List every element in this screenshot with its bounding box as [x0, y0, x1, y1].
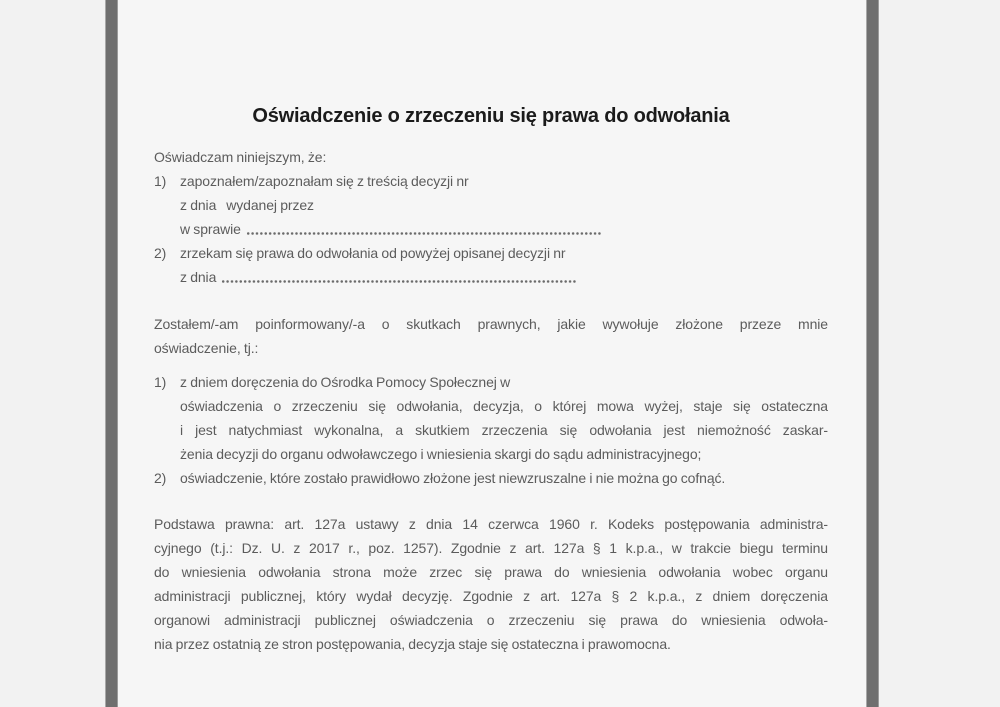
paragraph-line: nia przez ostatnią ze stron postępowania, decyzja staje się ostateczna i prawomocna. — [154, 636, 671, 652]
item-number: 1) — [154, 374, 167, 390]
paragraph-line: żenia decyzji do organu odwoławczego i wniesienia skargi do sądu administracyjnego; — [180, 446, 702, 462]
line-text: z dnia — [180, 269, 217, 285]
line-text: zapoznałem/zapoznałam się z treścią decyzji nr — [180, 173, 469, 189]
line-text: w sprawie — [180, 221, 241, 237]
paragraph-line: cyjnego (t.j.: Dz. U. z 2017 r., poz. 1257). Zgodnie z art. 127a § 1 k.p.a., w trakcie biegu terminu — [154, 540, 828, 556]
left-rail — [105, 0, 118, 707]
intro-paragraph: Oświadczam niniejszym, że: — [154, 149, 327, 165]
paragraph-line: Zostałem/-am poinformowany/-a o skutkach prawnych, jakie wywołuje złożone przeze mnie — [154, 316, 828, 332]
declaration-list — [154, 169, 828, 289]
line-text: z dniem doręczenia do Ośrodka Pomocy Społecznej w — [180, 374, 511, 390]
page-title: Oświadczenie o zrzeczeniu się prawa do odwołania — [252, 105, 730, 127]
list-item — [154, 466, 828, 490]
paragraph-line — [180, 169, 828, 193]
paragraph-line: administracji publicznej, który wydał decyzję. Zgodnie z art. 127a § 2 k.p.a., z dniem doręczenia — [154, 588, 828, 604]
paragraph-line — [180, 370, 828, 394]
paragraph-line: oświadczenie, które zostało prawidłowo złożone jest niewzruszalne i nie można go cofnąć. — [180, 470, 726, 486]
paragraph-line: do wniesienia odwołania strona może zrzec się prawa do wniesienia odwołania wobec organu — [154, 564, 828, 580]
paragraph-line: i jest natychmiast wykonalna, a skutkiem zrzeczenia się odwołania jest niemożność zaskar- — [180, 422, 828, 438]
list-item — [154, 370, 828, 466]
paragraph-line: oświadczenia o zrzeczeniu się odwołania, decyzja, o której mowa wyżej, staje się ostateczna — [180, 398, 828, 414]
paragraph-line — [180, 241, 828, 265]
line-text: wydanej przez — [226, 197, 314, 213]
item-number: 2) — [154, 470, 167, 486]
list-item — [154, 241, 828, 289]
paragraph-line: organowi administracji publicznej oświadczenia o zrzeczeniu się prawa do wniesienia odwoła- — [154, 612, 828, 628]
paragraph-line — [180, 265, 828, 289]
item-number: 2) — [154, 245, 167, 261]
effects-paragraph — [154, 312, 828, 360]
dotted-blank-line — [246, 217, 601, 241]
item-number: 1) — [154, 173, 167, 189]
legal-basis-paragraph — [154, 512, 828, 656]
document-page — [118, 0, 866, 707]
dotted-blank-line — [221, 265, 576, 289]
line-text: z dnia — [180, 197, 217, 213]
paragraph-line — [180, 193, 828, 217]
list-item — [154, 169, 828, 241]
line-text: zrzekam się prawa do odwołania od powyżej opisanej decyzji nr — [180, 245, 566, 261]
document-content — [154, 0, 828, 656]
right-rail — [866, 0, 879, 707]
paragraph-line: Podstawa prawna: art. 127a ustawy z dnia 14 czerwca 1960 r. Kodeks postępowania administra- — [154, 516, 828, 532]
paragraph-line — [180, 217, 828, 241]
paragraph-line: oświadczenie, tj.: — [154, 340, 259, 356]
effects-list — [154, 370, 828, 490]
